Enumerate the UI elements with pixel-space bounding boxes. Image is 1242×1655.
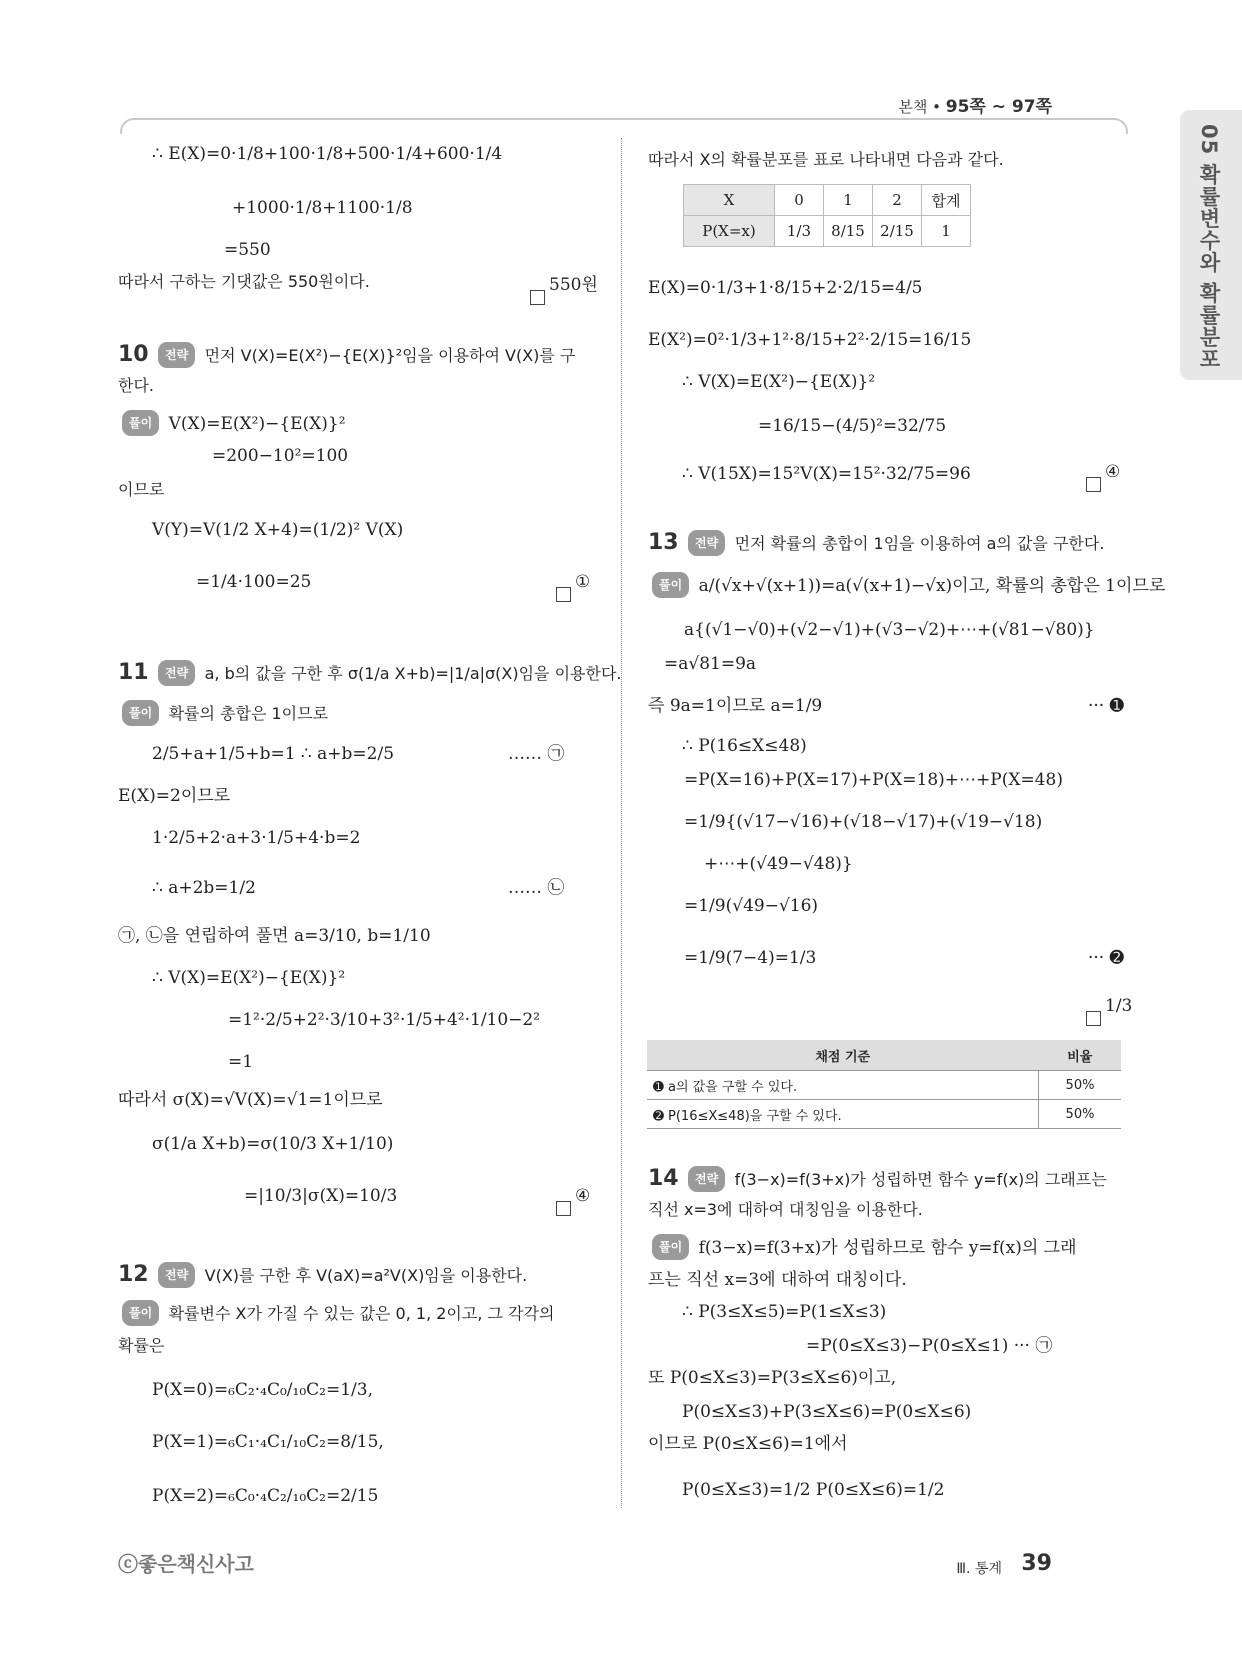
answer-value: 550원: [549, 275, 598, 295]
conclusion-text: 따라서 구하는 기댓값은 550원이다.: [118, 272, 370, 291]
problem-11-strategy: [118, 660, 622, 686]
table-cell: 1/3: [775, 216, 824, 247]
table-cell: 8/15: [824, 216, 873, 247]
chapter-tab: [1180, 110, 1242, 380]
marker: ··· ➊: [1088, 696, 1124, 716]
eq-line: =P(0≤X≤3)−P(0≤X≤1) ··· ㉠: [806, 1336, 1053, 1356]
table-cell: ➋ P(16≤X≤48)을 구할 수 있다.: [647, 1100, 1039, 1129]
eq-line: =1²·2/5+2²·3/10+3²·1/5+4²·1/10−2²: [228, 1010, 541, 1030]
eq-line: ∴ P(3≤X≤5)=P(1≤X≤3): [682, 1302, 887, 1322]
strategy-text: 먼저 V(X)=E(X²)−{E(X)}²임을 이용하여 V(X)를 구: [204, 346, 576, 365]
eq-line: =a√81=9a: [664, 654, 757, 674]
eq-line: P(0≤X≤3)+P(3≤X≤6)=P(0≤X≤6): [682, 1402, 972, 1422]
solution-line: [118, 1300, 554, 1326]
answer-icon: [530, 290, 545, 305]
table-cell: 2: [873, 185, 922, 216]
strategy-tag: 전략: [158, 342, 195, 368]
eq-line: ∴ V(X)=E(X²)−{E(X)}²: [152, 968, 346, 988]
probability-table: [683, 184, 971, 247]
answer-mark: [1086, 462, 1120, 492]
table-cell: 1: [824, 185, 873, 216]
table-cell: 합계: [922, 185, 971, 216]
text-line: 또 P(0≤X≤3)=P(3≤X≤6)이고,: [648, 1368, 897, 1388]
solution-tag: 풀이: [122, 410, 159, 436]
problem-10-strategy: [118, 342, 575, 368]
text-line: 확률은: [118, 1336, 165, 1355]
answer-mark: [556, 572, 590, 602]
text-line: 이므로: [118, 480, 165, 499]
solution-line: [118, 410, 346, 436]
table-row: [647, 1100, 1121, 1129]
eq-line: 즉 9a=1이므로 a=1/9: [648, 696, 823, 716]
section-label: Ⅲ. 통계: [956, 1561, 1002, 1577]
eq-line: =1/9(√49−√16): [684, 896, 819, 916]
eq-line: =|10/3|σ(X)=10/3: [244, 1186, 398, 1206]
problem-number: 13: [648, 530, 679, 555]
text-line: ㉠, ㉡을 연립하여 풀면 a=3/10, b=1/10: [118, 926, 431, 946]
solution-text: 확률의 총합은 1이므로: [168, 704, 329, 723]
column-divider: [621, 138, 622, 1508]
page-range-text: 95쪽 ~ 97쪽: [945, 97, 1052, 117]
strategy-tag: 전략: [688, 1166, 725, 1192]
answer-value: 1/3: [1105, 996, 1133, 1016]
eq-line: +⋯+(√49−√48)}: [704, 854, 853, 874]
eq-line: =550: [224, 240, 271, 260]
eq-line: ∴ a+2b=1/2: [152, 878, 256, 898]
answer-icon: [1086, 1011, 1101, 1026]
eq-line: =1/9(7−4)=1/3: [684, 948, 817, 968]
table-header: 비율: [1039, 1040, 1122, 1071]
eq-line: =200−10²=100: [212, 446, 349, 466]
answer-mark: [1086, 996, 1132, 1026]
marker: ··· ➋: [1088, 948, 1124, 968]
header-rule: [120, 118, 1128, 134]
table-row: [684, 185, 971, 216]
chapter-title: 05 확률변수와 확률분포: [1197, 124, 1221, 370]
table-header: 채점 기준: [647, 1040, 1039, 1071]
problem-12-strategy: [118, 1262, 527, 1288]
page-range: 본책 • 95쪽 ~ 97쪽: [898, 97, 1052, 117]
solution-line: [648, 1234, 1077, 1260]
table-cell: 1: [922, 216, 971, 247]
answer-mark: [556, 1186, 590, 1216]
eq-line: P(X=0)=₆C₂·₄C₀/₁₀C₂=1/3,: [152, 1380, 373, 1400]
eq-line: V(Y)=V(1/2 X+4)=(1/2)² V(X): [152, 520, 404, 540]
strategy-text: 먼저 확률의 총합이 1임을 이용하여 a의 값을 구한다.: [734, 534, 1105, 553]
text-line: 프는 직선 x=3에 대하여 대칭이다.: [648, 1270, 907, 1290]
solution-line: [648, 572, 1165, 598]
answer-value: ①: [575, 572, 591, 592]
eq-line: P(X=2)=₆C₀·₄C₂/₁₀C₂=2/15: [152, 1486, 379, 1506]
eq-line: =16/15−(4/5)²=32/75: [758, 416, 947, 436]
strategy-text: 직선 x=3에 대하여 대칭임을 이용한다.: [648, 1200, 923, 1219]
answer-value: ④: [575, 1186, 591, 1206]
eq-line: =P(X=16)+P(X=17)+P(X=18)+⋯+P(X=48): [684, 770, 1063, 790]
marker: …… ㉠: [508, 744, 565, 764]
solution-text: 확률변수 X가 가질 수 있는 값은 0, 1, 2이고, 그 각각의: [168, 1304, 555, 1323]
table-cell: ➊ a의 값을 구할 수 있다.: [647, 1071, 1039, 1100]
answer-mark: [530, 270, 598, 305]
problem-number: 10: [118, 342, 149, 367]
eq-line: =1/4·100=25: [196, 572, 312, 592]
eq-line: E(X²)=0²·1/3+1²·8/15+2²·2/15=16/15: [648, 330, 972, 350]
strategy-tag: 전략: [688, 530, 725, 556]
answer-icon: [1086, 477, 1101, 492]
solution-tag: 풀이: [652, 1234, 689, 1260]
strategy-tag: 전략: [158, 660, 195, 686]
marker: …… ㉡: [508, 878, 565, 898]
problem-number: 14: [648, 1166, 679, 1191]
page-number: 39: [1021, 1551, 1052, 1576]
problem-number: 12: [118, 1262, 149, 1287]
strategy-tag: 전략: [158, 1262, 195, 1288]
table-cell: 0: [775, 185, 824, 216]
table-cell: 50%: [1039, 1071, 1122, 1100]
table-cell: P(X=x): [684, 216, 775, 247]
strategy-text: 한다.: [118, 376, 154, 395]
solution-text: V(X)=E(X²)−{E(X)}²: [168, 414, 346, 434]
problem-13-strategy: [648, 530, 1104, 556]
eq-line: P(0≤X≤3)=1/2 P(0≤X≤6)=1/2: [682, 1480, 945, 1500]
strategy-text: f(3−x)=f(3+x)가 성립하면 함수 y=f(x)의 그래프는: [734, 1170, 1107, 1189]
text-line: 따라서 X의 확률분포를 표로 나타내면 다음과 같다.: [648, 150, 1004, 169]
grading-table: [647, 1040, 1121, 1129]
eq-line: E(X)=0·1/3+1·8/15+2·2/15=4/5: [648, 278, 923, 298]
solution-text: f(3−x)=f(3+x)가 성립하므로 함수 y=f(x)의 그래: [698, 1238, 1077, 1258]
problem-14-strategy: [648, 1166, 1107, 1192]
publisher-logo: ⓒ좋은책신사고: [118, 1552, 254, 1576]
solution-tag: 풀이: [122, 700, 159, 726]
solution-line: [118, 700, 328, 726]
eq-line: 1·2/5+2·a+3·1/5+4·b=2: [152, 828, 361, 848]
eq-line: ∴ V(15X)=15²V(X)=15²·32/75=96: [682, 464, 971, 484]
eq-line: ∴ P(16≤X≤48): [682, 736, 807, 756]
text-line: E(X)=2이므로: [118, 786, 231, 806]
eq-line: σ(1/a X+b)=σ(10/3 X+1/10): [152, 1134, 394, 1154]
table-cell: 2/15: [873, 216, 922, 247]
answer-icon: [556, 587, 571, 602]
answer-icon: [556, 1201, 571, 1216]
eq-line: ∴ E(X)=0·1/8+100·1/8+500·1/4+600·1/4: [152, 144, 503, 164]
eq-line: P(X=1)=₆C₁·₄C₁/₁₀C₂=8/15,: [152, 1432, 384, 1452]
table-cell: X: [684, 185, 775, 216]
answer-value: ④: [1105, 462, 1121, 482]
text-line: 이므로 P(0≤X≤6)=1에서: [648, 1434, 848, 1454]
table-header-row: [647, 1040, 1121, 1071]
eq-line: ∴ V(X)=E(X²)−{E(X)}²: [682, 372, 876, 392]
table-row: [684, 216, 971, 247]
text-line: 따라서 σ(X)=√V(X)=√1=1이므로: [118, 1090, 383, 1110]
table-row: [647, 1071, 1121, 1100]
solution-tag: 풀이: [652, 572, 689, 598]
solution-text: a/(√x+√(x+1))=a(√(x+1)−√x)이고, 확률의 총합은 1이므로: [698, 576, 1166, 596]
eq-line: 2/5+a+1/5+b=1 ∴ a+b=2/5: [152, 744, 395, 764]
eq-line: +1000·1/8+1100·1/8: [232, 198, 413, 218]
table-cell: 50%: [1039, 1100, 1122, 1129]
solution-tag: 풀이: [122, 1300, 159, 1326]
eq-line: a{(√1−√0)+(√2−√1)+(√3−√2)+⋯+(√81−√80)}: [684, 620, 1095, 640]
eq-line: =1/9{(√17−√16)+(√18−√17)+(√19−√18): [684, 812, 1043, 832]
book-label: 본책: [898, 98, 928, 116]
problem-number: 11: [118, 660, 149, 685]
eq-line: =1: [228, 1052, 254, 1072]
strategy-text: a, b의 값을 구한 후 σ(1/a X+b)=|1/a|σ(X)임을 이용한다.: [204, 664, 622, 683]
strategy-text: V(X)를 구한 후 V(aX)=a²V(X)임을 이용한다.: [204, 1266, 528, 1285]
